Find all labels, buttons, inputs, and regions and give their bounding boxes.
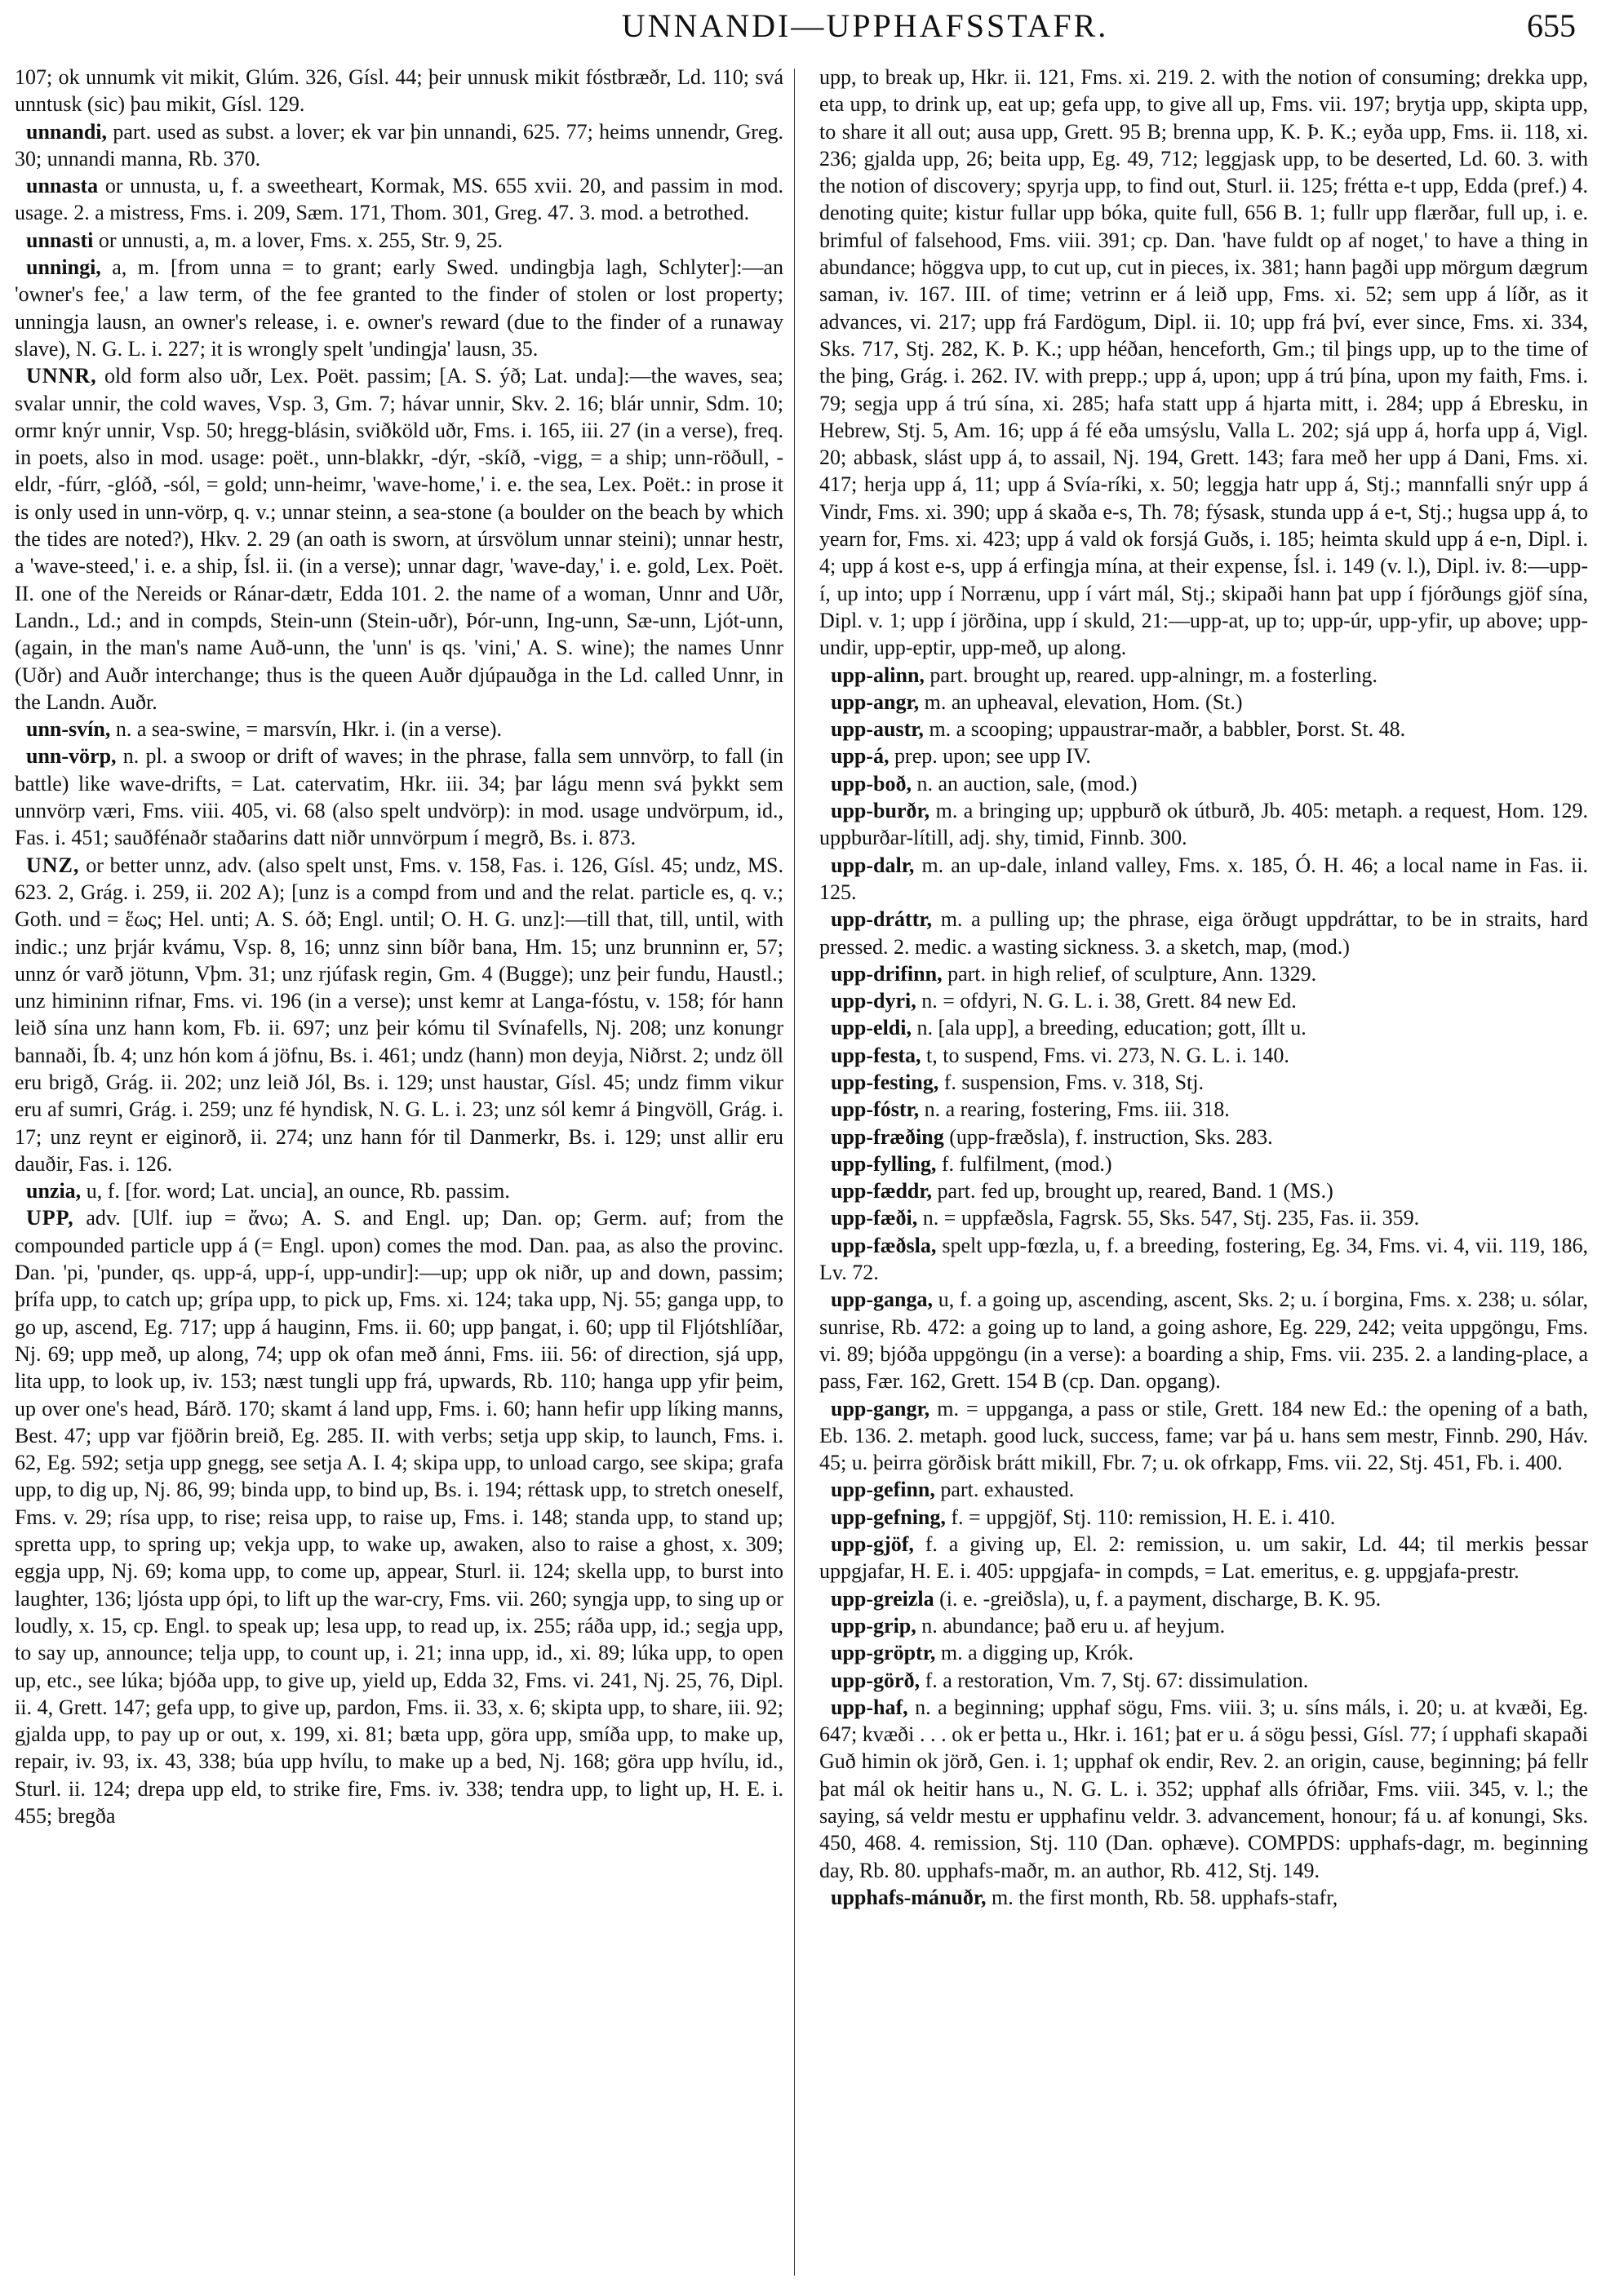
headword: upp-fæddr, (831, 1179, 933, 1203)
definition-text: n. a rearing, fostering, Fms. iii. 318. (924, 1097, 1230, 1122)
definition-text: n. an auction, sale, (mod.) (916, 771, 1138, 796)
headword: unningi, (26, 255, 101, 280)
definition-text: prep. upon; see upp IV. (894, 744, 1091, 769)
dictionary-entry (15, 1177, 783, 1204)
dictionary-entry (819, 1232, 1588, 1287)
headword: unnandi, (26, 119, 108, 144)
dictionary-entry (819, 1096, 1588, 1123)
dictionary-entry (819, 1177, 1588, 1204)
headword: upp-gangr, (831, 1396, 930, 1421)
headword: upp-á, (831, 744, 890, 769)
headword: UPP, (26, 1206, 74, 1230)
headword: upp-eldi, (831, 1016, 912, 1040)
dictionary-entry (819, 1884, 1588, 1911)
headword: upp-dalr, (831, 853, 915, 877)
headword: UNZ, (26, 853, 80, 877)
headword: unnasta (26, 174, 99, 198)
headword: upp-drifinn, (831, 961, 943, 986)
headword: upp-ganga, (831, 1288, 933, 1312)
dictionary-entry (819, 1694, 1588, 1884)
headword: upp-gefinn, (831, 1478, 935, 1502)
dictionary-entry (819, 1204, 1588, 1231)
definition-text: m. a scooping; uppaustrar-maðr, a babbler, Þorst. St. 48. (929, 717, 1406, 742)
definition-text: f. a restoration, Vm. 7, Stj. 67: dissimulation. (925, 1668, 1309, 1692)
headword: upp-dráttr, (831, 907, 933, 932)
dictionary-entry (819, 770, 1588, 797)
dictionary-entry (819, 1014, 1588, 1041)
headword: unn-svín, (26, 717, 111, 742)
definition-text: n. a beginning; upphaf sögu, Fms. viii. 3; u. síns máls, i. 20; u. at kvæði, Eg. 647; kvæði . . . ok er þetta u., Hkr. i. 161; þat er u. á sögu þessi, Gísl. 77; í upphafi skapaði Guð himin ok jörð, Gen. i. 1; upphaf ok endir, Rev. 2. an origin, cause, beginning; þá fellr þat mál ok heitir hans u., N. G. L. i. 352; upphaf alls ófriðar, Fms. viii. 345, v. l.; the saying, sá veldr mestu er upphafinu veldr. 3. advancement, honour; fá u. af konungi, Sks. 450, 468. 4. remission, Stj. 110 (Dan. ophæve). COMPDS: upphafs-dagr, m. beginning day, Rb. 80. upphafs-maðr, m. an author, Rb. 412, Stj. 149. (819, 1695, 1588, 1882)
definition-text: u, f. [for. word; Lat. uncia], an ounce, Rb. passim. (86, 1179, 510, 1203)
headword: upp-haf, (831, 1695, 908, 1719)
dictionary-entry (15, 64, 783, 118)
headword: upp-fræðing (831, 1124, 944, 1149)
definition-text: n. = uppfæðsla, Fagrsk. 55, Sks. 547, Stj. 235, Fas. ii. 359. (922, 1206, 1420, 1230)
dictionary-entry (819, 797, 1588, 852)
headword: upp-gjöf, (831, 1532, 914, 1557)
definition-text: m. an up-dale, inland valley, Fms. x. 185, Ó. H. 46; a local name in Fas. ii. 125. (819, 853, 1588, 904)
definition-text: m. a digging up, Krók. (940, 1641, 1134, 1665)
headword: upp-fylling, (831, 1151, 937, 1176)
headword: upp-dyri, (831, 989, 916, 1013)
left-column (15, 64, 783, 2291)
running-title: UNNANDI—UPPHAFSSTAFR. (621, 7, 1109, 44)
definition-text: a, m. [from unna = to grant; early Swed. undingbja lagh, Schlyter]:—an 'owner's fee,' a law term, of the fee granted to the finder of stolen or lost property; unningja lausn, an owner's release, i. e. owner's reward (due to the finder of a runaway slave), N. G. L. i. 227; it is wrongly spelt 'undingja' lausn, 35. (15, 255, 783, 361)
definition-text: spelt upp-fœzla, u, f. a breeding, fostering, Eg. 34, Fms. vi. 4, vii. 119, 186, Lv. 72. (819, 1233, 1588, 1285)
dictionary-entry (819, 1124, 1588, 1150)
definition-text: (upp-fræðsla), f. instruction, Sks. 283. (949, 1124, 1273, 1149)
headword: upp-austr, (831, 717, 924, 742)
headword: upp-greizla (831, 1586, 934, 1611)
dictionary-entry (819, 689, 1588, 716)
definition-text: m. = uppganga, a pass or stile, Grett. 184 new Ed.: the opening of a bath, Eb. 136. 2. metaph. good luck, success, fame; var þá u. hans sem mestr, Finnb. 290, Háv. 45; u. þeirra görðisk brátt mikill, Fbr. 7; u. ok ofrkapp, Fms. vii. 22, Stj. 451, Fb. i. 400. (819, 1396, 1588, 1475)
dictionary-entry (15, 1204, 783, 1829)
headword: upp-burðr, (831, 799, 930, 823)
definition-text: n. a sea-swine, = marsvín, Hkr. i. (in a verse). (115, 717, 502, 742)
headword: unn-vörp, (26, 744, 117, 769)
headword: upp-fæði, (831, 1206, 918, 1230)
dictionary-entry (819, 1667, 1588, 1694)
definition-text: part. fed up, brought up, reared, Band. 1 (MS.) (937, 1179, 1333, 1203)
headword: upp-fæðsla, (831, 1233, 937, 1257)
definition-text: part. in high relief, of sculpture, Ann. 1329. (947, 961, 1317, 986)
column-divider (794, 69, 795, 2276)
dictionary-entry (819, 1069, 1588, 1096)
definition-text: or unnusti, a, m. a lover, Fms. x. 255, Str. 9, 25. (98, 228, 504, 252)
dictionary-entry (15, 172, 783, 227)
dictionary-entry (819, 716, 1588, 742)
headword: upp-gefning, (831, 1505, 946, 1529)
definition-text: m. the first month, Rb. 58. upphafs-stafr, (992, 1885, 1338, 1909)
definition-text: m. an upheaval, elevation, Hom. (St.) (924, 689, 1243, 714)
dictionary-entry (15, 716, 783, 742)
definition-text: f. a giving up, El. 2: remission, u. um sakir, Ld. 44; til merkis þessar uppgjafar, H. E. i. 405: uppgjafa- in compds, = Lat. emeritus, e. g. uppgjafa-prestr. (819, 1532, 1588, 1584)
headword: upp-gröptr, (831, 1641, 936, 1665)
definition-text: part. brought up, reared. upp-alningr, m. a fosterling. (930, 663, 1378, 687)
dictionary-entry (819, 1585, 1588, 1612)
definition-text: 107; ok unnumk vit mikit, Glúm. 326, Gísl. 44; þeir unnusk mikit fóstbræðr, Ld. 110; svá unntusk (sic) þau mikit, Gísl. 129. (15, 65, 783, 117)
definition-text: (i. e. -greiðsla), u, f. a payment, discharge, B. K. 95. (939, 1586, 1382, 1611)
headword: upp-festa, (831, 1043, 921, 1067)
dictionary-entry (15, 362, 783, 716)
definition-text: adv. [Ulf. iup = ἄνω; A. S. and Engl. up; Dan. op; Germ. auf; from the compounded particle upp á (= Engl. upon) comes the mod. Dan. paa, as also the provinc. Dan. 'pi, 'punder, qs. upp-á, upp-í, upp-undir]:—up; upp ok niðr, up and down, passim; þrífa upp, to catch up; grípa upp, to pick up, Fms. xi. 124; taka upp, Nj. 55; ganga upp, to go up, ascend, Eg. 717; upp á hauginn, Fms. ii. 60; upp þangat, i. 60; upp til Fljótshlíðar, Nj. 69; upp með, up along, 74; upp ok ofan með ánni, Fms. iii. 56: of direction, sjá upp, lita upp, to look up, iv. 153; næst tungli upp frá, upwards, Rb. 110; hanga upp yfir þeim, up over one's head, Bárð. 170; skamt á land upp, Fms. i. 60; hann hefir upp líking manns, Best. 47; upp var fjöðrin breið, Eg. 285. II. with verbs; setja upp skip, to launch, Fms. i. 62, Eg. 592; setja upp gnegg, see setja A. I. 4; skipa upp, to unload cargo, see skipa; grafa upp, to dig up, Nj. 86, 99; binda upp, to bind up, Bs. i. 194; réttask upp, to stretch oneself, Fms. v. 29; rísa upp, to rise; reisa upp, to raise up, Fms. i. 148; standa upp, to stand up; spretta upp, to spring up; vekja upp, to wake up, awaken, also to raise a ghost, x. 309; eggja upp, Nj. 69; koma upp, to come up, appear, Sturl. ii. 124; skella upp, to burst into laughter, 136; ljósta upp ópi, to lift up the war-cry, Fms. vii. 260; syngja upp, to sing up or loudly, x. 15, cp. Engl. to speak up; lesa upp, to read up, ix. 255; ráða upp, id.; segja upp, to say up, announce; telja upp, to count up, i. 21; inna upp, id., xi. 89; lúka upp, to open up, etc., see lúka; bjóða upp, to give up, yield up, Edda 32, Fms. vi. 241, Nj. 25, 76, Dipl. ii. 4, Grett. 147; gefa upp, to give up, pardon, Fms. ii. 33, x. 6; skipta upp, to share, iii. 92; gjalda upp, to pay up or out, x. 199, xi. 81; bæta upp, göra upp, smíða upp, to make up, repair, iv. 93, ix. 43, 338; búa upp hvílu, to make up a bed, Nj. 168; göra upp hvílu, id., Sturl. ii. 124; drepa upp eld, to strike fire, Fms. iv. 338; tendra upp, to light up, H. E. i. 455; bregða (15, 1206, 783, 1828)
definition-text: part. exhausted. (940, 1478, 1075, 1502)
definition-text: f. suspension, Fms. v. 318, Stj. (943, 1070, 1204, 1094)
dictionary-entry (819, 906, 1588, 960)
dictionary-entry (15, 118, 783, 173)
dictionary-entry (819, 662, 1588, 689)
headword: upp-fóstr, (831, 1097, 920, 1122)
page-number: 655 (1527, 7, 1576, 44)
dictionary-entry (15, 852, 783, 1178)
dictionary-entry (819, 1639, 1588, 1666)
definition-text: f. = uppgjöf, Stj. 110: remission, H. E. i. 410. (951, 1505, 1336, 1529)
headword: upp-görð, (831, 1668, 921, 1692)
definition-text: f. fulfilment, (mod.) (941, 1151, 1112, 1176)
dictionary-entry (819, 1286, 1588, 1394)
headword: unnasti (26, 228, 94, 252)
dictionary-entry (15, 227, 783, 254)
dictionary-entry (819, 960, 1588, 987)
headword: upp-festing, (831, 1070, 939, 1094)
definition-text: t, to suspend, Fms. vi. 273, N. G. L. i. 140. (926, 1043, 1289, 1067)
dictionary-entry (819, 64, 1588, 662)
right-column (819, 64, 1588, 2291)
dictionary-entry (819, 742, 1588, 769)
headword: upp-alinn, (831, 663, 925, 687)
definition-text: upp, to break up, Hkr. ii. 121, Fms. xi. 219. 2. with the notion of consuming; drekka upp, eta upp, to drink up, eat up; gefa upp, to give all up, Fms. vii. 197; brytja upp, skipta upp, to share it all out; ausa upp, Grett. 95 B; brenna upp, K. Þ. K.; eyða upp, Fms. ii. 118, xi. 236; gjalda upp, 26; beita upp, Eg. 49, 712; leggjask upp, to be deserted, Ld. 60. 3. with the notion of discovery; spyrja upp, to find out, Sturl. ii. 125; frétta e-t upp, Edda (pref.) 4. denoting quite; kistur fullar upp bóka, quite full, 656 B. 1; fullr upp flærðar, full up, i. e. brimful of falsehood, Fms. viii. 391; cp. Dan. 'have fuldt op af noget,' to have a thing in abundance; höggva upp, to cut up, cut in pieces, ix. 381; hann þagði upp mörgum dægrum saman, iv. 167. III. of time; vetrinn er á leið upp, Fms. xi. 52; sem upp á líðr, as it advances, vi. 217; upp frá Fardögum, Dipl. ii. 10; upp frá því, ever since, Fms. xi. 334, Sks. 717, Stj. 282, K. Þ. K.; upp héðan, henceforth, Gm.; til þings upp, up to the time of the þing, Grág. i. 262. IV. with prepp.; upp á, upon; upp á trú þína, upon my faith, Fms. i. 79; segja upp á trú sína, xi. 285; hafa statt upp á hjarta mitt, i. 284; upp á Ebresku, in Hebrew, Stj. 5, Am. 16; upp á fé eða umsýslu, Valla L. 202; sjá upp á, horfa upp á, Vigl. 20; abbask, slást upp á, to assail, Nj. 194, Grett. 143; fara með her upp á Dani, Fms. xi. 417; herja upp á, 11; upp á Svía-ríki, x. 50; leggja hatr upp á, Stj.; mannfalli snýr upp á Vindr, Fms. xi. 390; upp á skaða e-s, Th. 78; fýsask, stunda upp á e-t, Stj.; hugsa upp á, to yearn for, Fms. xi. 423; upp á vald ok forsjá Guðs, i. 185; heimta skuld upp á e-n, Dipl. i. 4; upp á kost e-s, upp á erfingja mína, at their expense, Ísl. i. 149 (v. l.), Dipl. iv. 8:—upp-í, up into; upp í Norrænu, upp í várt mál, Stj.; skipaði hann þat upp í fjórðungs gjöf sína, Dipl. v. 1; upp í jörðina, upp í skuld, 21:—upp-at, up to; upp-úr, upp-yfir, up above; upp-undir, upp-eptir, upp-með, up along. (819, 65, 1588, 660)
dictionary-entry (819, 1531, 1588, 1585)
headword: upp-angr, (831, 689, 920, 714)
definition-text: u, f. a going up, ascending, ascent, Sks. 2; u. í borgina, Fms. x. 238; u. sólar, sunrise, Rb. 472: a going up to land, a going ashore, Eg. 229, 242; veita uppgöngu, Fms. vi. 89; bjóða uppgöngu (in a verse): a boarding a ship, Fms. vii. 235. 2. a landing-place, a pass, Fær. 162, Grett. 154 B (cp. Dan. opgang). (819, 1288, 1588, 1394)
definition-text: old form also uðr, Lex. Poët. passim; [A. S. ýð; Lat. unda]:—the waves, sea; svalar unnir, the cold waves, Vsp. 3, Gm. 7; hávar unnir, Skv. 2. 16; blár unnir, Sdm. 10; ormr knýr unnir, Vsp. 50; hregg-blásin, sviðköld uðr, Fms. i. 165, iii. 27 (in a verse), freq. in poets, also in mod. usage: poët., unn-blakkr, -dýr, -skíð, -vigg, = a ship; unn-röðull, -eldr, -fúrr, -glóð, -sól, = gold; unn-heimr, 'wave-home,' i. e. the sea, Lex. Poët.: in prose it is only used in unn-vörp, q. v.; unnar steinn, a sea-stone (a boulder on the beach by which the tides are noted?), Hkv. 2. 29 (an oath is sworn, at úrsvölum unnar steini); unnar hestr, a 'wave-steed,' i. e. a ship, Ísl. ii. (in a verse); unnar dagr, 'wave-day,' i. e. gold, Lex. Poët. II. one of the Nereids or Ránar-dætr, Edda 101. 2. the name of a woman, Unnr and Uðr, Landn., Ld.; and in compds, Stein-unn (Stein-uðr), Þór-unn, Ing-unn, Sæ-unn, Ljót-unn, (again, in the man's name Auð-unn, the 'unn' is qs. 'vini,' A. S. wine); the names Unnr (Uðr) and Auðr interchange; thus is the queen Auðr djúpauðga in the Ld. called Unnr, in the Landn. Auðr. (15, 364, 783, 714)
dictionary-entry (819, 1042, 1588, 1069)
headword: upp-boð, (831, 771, 912, 796)
definition-text: n. abundance; það eru u. af heyjum. (921, 1613, 1226, 1638)
headword: upp-grip, (831, 1613, 916, 1638)
dictionary-entry (819, 1504, 1588, 1531)
dictionary-entry (819, 1395, 1588, 1477)
dictionary-entry (819, 987, 1588, 1014)
definition-text: m. a bringing up; uppburð ok útburð, Jb. 405: metaph. a request, Hom. 129. uppburðar-lítill, adj. shy, timid, Finnb. 300. (819, 799, 1588, 850)
dictionary-entry (819, 852, 1588, 906)
headword: upphafs-mánuðr, (831, 1885, 987, 1909)
definition-text: or unnusta, u, f. a sweetheart, Kormak, MS. 655 xvii. 20, and passim in mod. usage. 2. a mistress, Fms. i. 209, Sæm. 171, Thom. 301, Greg. 47. 3. mod. a betrothed. (15, 174, 783, 225)
definition-text: or better unnz, adv. (also spelt unst, Fms. v. 158, Fas. i. 126, Gísl. 45; undz, MS. 623. 2, Grág. i. 259, ii. 202 A); [unz is a compd from und and the relat. particle es, q. v.; Goth. und = ἕως; Hel. unti; A. S. óð; Engl. until; O. H. G. unz]:—till that, till, until, with indic.; unz þrjár kvámu, Vsp. 8, 16; unnz sinn bíðr bana, Hm. 15; unz brunninn er, 57; unnz ór varð jötunn, Vþm. 31; unz rjúfask regin, Gm. 4 (Bugge); unz þeir fundu, Haustl.; unz himininn rifnar, Fms. vi. 196 (in a verse); unst kemr at Langa-fóstu, v. 158; fór hann leið sína unz hann kom, Fb. ii. 697; unz þeir kómu til Svínafells, Nj. 208; unz konungr bannaði, Íb. 4; unz hón kom á jöfnu, Bs. i. 461; undz (hann) mon deyja, Niðrst. 2; undz öll eru brigð, Grág. ii. 202; unz leið Jól, Bs. i. 129; unst haustar, Gísl. 45; undz fimm vikur eru af sumri, Grág. i. 259; unz fé hyndisk, N. G. L. i. 23; unz sól kemr á Þingvöll, Grág. i. 17; unz reynt er eiginorð, ii. 274; unz hann fór til Danmerkr, Bs. i. 129; unst allir eru dauðir, Fas. i. 126. (15, 853, 783, 1176)
headword: UNNR, (26, 364, 97, 388)
definition-text: part. used as subst. a lover; ek var þin unnandi, 625. 77; heims unnendr, Greg. 30; unnandi manna, Rb. 370. (15, 119, 783, 171)
definition-text: m. a pulling up; the phrase, eiga örðugt uppdráttar, to be in straits, hard pressed. 2. medic. a wasting sickness. 3. a sketch, map, (mod.) (819, 907, 1588, 959)
dictionary-entry (15, 742, 783, 851)
definition-text: n. = ofdyri, N. G. L. i. 38, Grett. 84 new Ed. (921, 989, 1297, 1013)
dictionary-entry (819, 1150, 1588, 1177)
headword: unzia, (26, 1179, 82, 1203)
page-header (0, 0, 1615, 49)
dictionary-entry (819, 1476, 1588, 1503)
definition-text: n. [ala upp], a breeding, education; gott, íllt u. (916, 1016, 1307, 1040)
dictionary-entry (819, 1612, 1588, 1639)
dictionary-entry (15, 254, 783, 362)
definition-text: n. pl. a swoop or drift of waves; in the phrase, falla sem unnvörp, to fall (in battle) like wave-drifts, = Lat. catervatim, Hkr. iii. 34; þar lágu menn svá þykkt sem unnvörp væri, Fms. viii. 405, vi. 68 (also spelt undvörp): in mod. usage undvörpum, id., Fas. i. 451; sauðfénaðr staðarins datt niðr unnvörpum í megrð, Bs. i. 873. (15, 744, 783, 850)
